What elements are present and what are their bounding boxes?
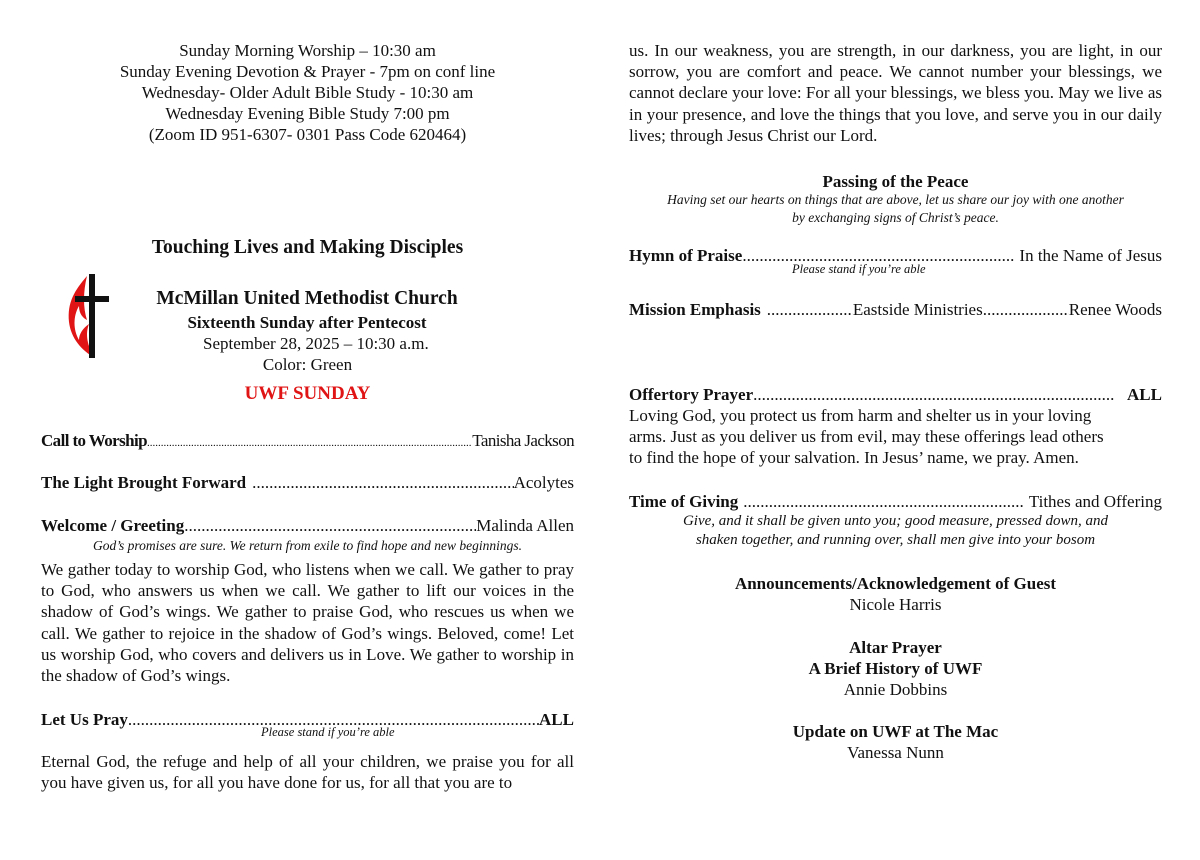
stand-note: Please stand if you’re able: [261, 725, 395, 739]
item-title: Call to Worship: [41, 431, 147, 450]
update-person: Vanessa Nunn: [847, 743, 944, 762]
dot-leader: [767, 299, 853, 320]
offertory-line: arms. Just as you deliver us from evil, may these offerings lead others: [629, 427, 1104, 446]
schedule-line: Wednesday Evening Bible Study 7:00 pm: [165, 104, 450, 123]
welcome-note: God’s promises are sure. We return from exile to find hope and new beginnings.: [92, 538, 523, 553]
dot-leader: [184, 515, 476, 536]
item-leader: Malinda Allen: [476, 516, 574, 535]
giving-note-line: shaken together, and running over, shall men give into your bosom: [695, 532, 1096, 548]
occasion: Sixteenth Sunday after Pentecost: [187, 313, 427, 332]
dot-leader: [743, 491, 1024, 512]
service-date: September 28, 2025 – 10:30 a.m.: [203, 334, 429, 353]
welcome-row: [41, 515, 574, 536]
call-to-worship-row: [41, 430, 574, 454]
update-block: [629, 721, 1162, 763]
item-leader: Acolytes: [513, 473, 574, 492]
announcements-title: Announcements/Acknowledgement of Guest: [734, 574, 1057, 593]
light-forward-row: [41, 472, 574, 493]
church-name: McMillan United Methodist Church: [156, 288, 458, 309]
giving-note-line: Give, and it shall be given unto you; good measure, pressed down, and: [682, 513, 1109, 529]
item-leader: ALL: [1127, 385, 1162, 404]
item-leader: Tanisha Jackson: [472, 431, 574, 450]
mission-ministry: Eastside Ministries: [852, 300, 983, 319]
welcome-text: We gather today to worship God, who listens when we call. We gather to pray to God, who answers us when we call. We gather to lift our voices in the shadow of God’s wings. We gather to praise God, who rescues us when we call. We gather to rejoice in the shadow of God’s wings. Beloved, come! Let us worship God, who covers and delivers us in Love. We gather to worship in the shadow of God’s wings.: [41, 560, 574, 686]
update-title: Update on UWF at The Mac: [792, 722, 999, 741]
schedule-line: Sunday Morning Worship – 10:30 am: [179, 41, 436, 60]
prayer-text: Eternal God, the refuge and help of all your children, we praise you for all you have given us, for all you have done for us, for all that you are to: [41, 752, 574, 793]
dot-leader: [147, 433, 472, 454]
item-title: Time of Giving: [629, 492, 739, 511]
passing-peace-title: Passing of the Peace: [822, 172, 969, 191]
item-title: Welcome / Greeting: [41, 516, 185, 535]
liturgical-color: Color: Green: [262, 355, 353, 374]
item-title: Mission Emphasis: [629, 300, 761, 319]
schedule-line: Wednesday- Older Adult Bible Study - 10:30 am: [141, 83, 474, 102]
stand-note: Please stand if you’re able: [792, 262, 926, 276]
item-title: Offertory Prayer: [629, 385, 754, 404]
giving-row: [629, 491, 1162, 512]
item-leader: In the Name of Jesus: [1019, 246, 1162, 265]
schedule-line: Sunday Evening Devotion & Prayer - 7pm on conf line: [119, 62, 496, 81]
item-leader: Tithes and Offering: [1028, 492, 1162, 511]
item-leader: ALL: [539, 710, 574, 729]
item-title: The Light Brought Forward: [41, 473, 247, 492]
schedule-block: [41, 40, 574, 145]
dot-leader: [753, 384, 1115, 405]
cross-and-flame-logo: [65, 272, 109, 360]
item-title: Hymn of Praise: [629, 246, 743, 265]
prayer-continued-text: us. In our weakness, you are strength, in our darkness, you are light, in our sorrow, you are comfort and peace. We cannot number your blessings, we cannot declare your love: For all your blessings, we bless you. May we live as in your presence, and love the things that you love, and serve you in our daily lives; through Jesus Christ our Lord.: [629, 41, 1162, 145]
offertory-row: [629, 384, 1162, 405]
dot-leader: [252, 472, 513, 493]
dot-leader: [983, 299, 1069, 320]
passing-peace-note-1: Having set our hearts on things that are above, let us share our joy with one another: [667, 192, 1124, 207]
offertory-line: Loving God, you protect us from harm and shelter us in your loving: [629, 406, 1092, 425]
item-leader: Renee Woods: [1068, 300, 1162, 319]
altar-person: Annie Dobbins: [843, 680, 948, 699]
altar-block: [629, 637, 1162, 700]
announcements-person: Nicole Harris: [849, 595, 942, 614]
altar-title: Altar Prayer: [849, 638, 942, 657]
church-heading: [139, 287, 475, 311]
giving-note: [629, 512, 1162, 550]
offertory-text: [629, 405, 1162, 468]
motto: Touching Lives and Making Disciples: [151, 237, 464, 258]
passing-peace-note-2: by exchanging signs of Christ’s peace.: [792, 210, 999, 225]
announcements-block: [629, 573, 1162, 615]
offertory-line: to find the hope of your salvation. In Jesus’ name, we pray. Amen.: [629, 448, 1079, 467]
item-title: Let Us Pray: [41, 710, 128, 729]
altar-subtitle: A Brief History of UWF: [808, 659, 983, 678]
mission-row: [629, 299, 1162, 320]
special-sunday-title: UWF SUNDAY: [244, 383, 371, 404]
schedule-line: (Zoom ID 951-6307- 0301 Pass Code 620464): [148, 125, 467, 144]
